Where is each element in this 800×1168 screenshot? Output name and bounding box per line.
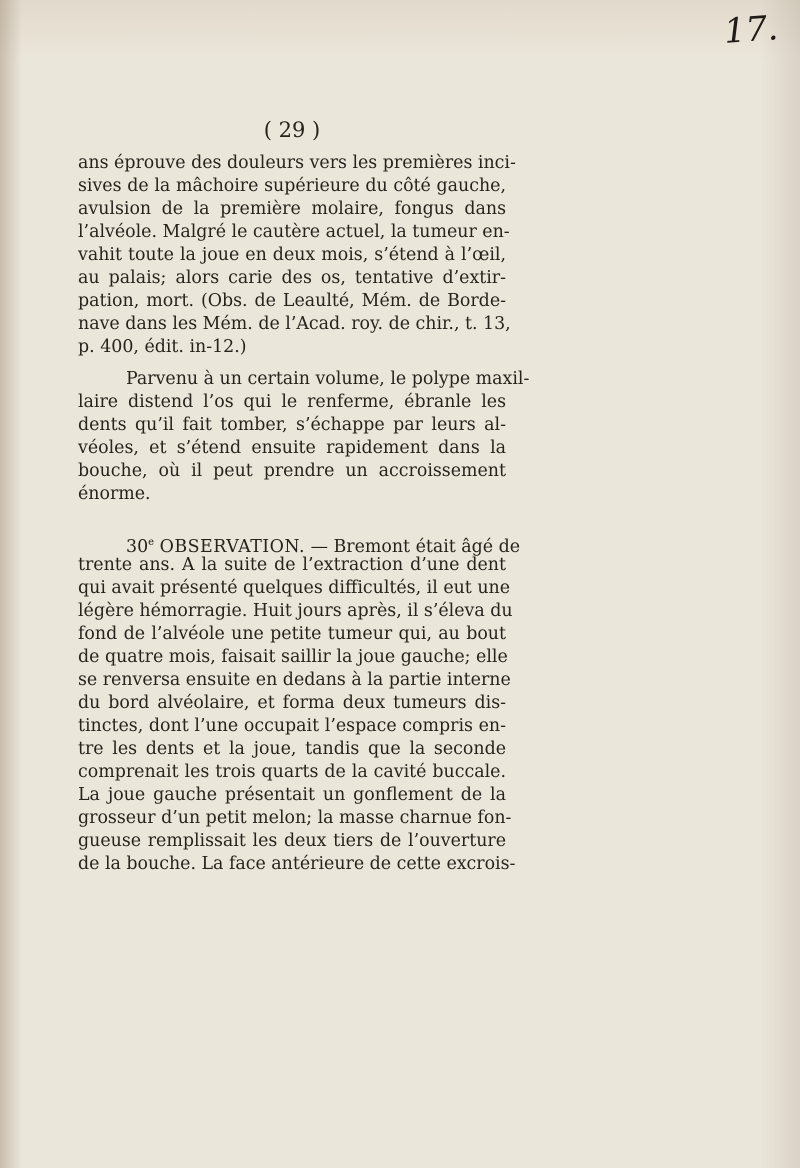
text-line: de la bouche. La face antérieure de cette excrois- [78,854,516,874]
observation-number: 30 [126,537,149,557]
handwritten-folio-number: 17. [722,8,780,52]
text-line: tinctes, dont l’une occupait l’espace compris en- [78,716,506,736]
text-line: La joue gauche présentait un gonflement de la [78,785,506,805]
text-line: gueuse remplissait les deux tiers de l’ouverture [78,831,506,851]
observation-heading-line [78,531,521,557]
text-line: pation, mort. (Obs. de Leaulté, Mém. de Borde- [78,291,506,311]
observation-label: OBSERVATION. [159,537,306,557]
text-line: comprenait les trois quarts de la cavité buccale. [78,762,506,782]
text-line: nave dans les Mém. de l’Acad. roy. de chir., t. 13, [78,314,511,334]
text-line: au palais; alors carie des os, tentative d’extir- [78,268,506,288]
page-number-header: ( 29 ) [263,118,321,142]
text-line: du bord alvéolaire, et forma deux tumeurs dis- [78,693,506,713]
text-line: énorme. [78,484,151,504]
text-line: dents qu’il fait tomber, s’échappe par leurs al- [78,415,506,435]
text-line: Parvenu à un certain volume, le polype maxil- [126,369,530,389]
text-line: qui avait présenté quelques difficultés, il eut une [78,578,511,598]
text-line: ans éprouve des douleurs vers les premières inci- [78,153,516,173]
observation-superscript: e [148,537,155,548]
observation-dash: — [310,537,328,557]
text-line: véoles, et s’étend ensuite rapidement dans la [78,438,506,458]
text-line: légère hémorragie. Huit jours après, il s’éleva du [78,601,513,621]
text-line: de quatre mois, faisait saillir la joue gauche; elle [78,647,508,667]
text-line: grosseur d’un petit melon; la masse charnue fon- [78,808,512,828]
observation-30 [78,531,521,876]
text-line: fond de l’alvéole une petite tumeur qui, au bout [78,624,506,644]
paragraph-continuation [78,152,516,359]
text-line: bouche, où il peut prendre un accroissement [78,461,506,481]
text-line: trente ans. A la suite de l’extraction d’une dent [78,555,506,575]
observation-first-line: Bremont était âgé de [333,537,521,557]
text-line: tre les dents et la joue, tandis que la seconde [78,739,506,759]
paragraph-polype [78,368,530,506]
text-line: laire distend l’os qui le renferme, ébranle les [78,392,506,412]
text-line: se renversa ensuite en dedans à la partie interne [78,670,511,690]
text-line: sives de la mâchoire supérieure du côté gauche, [78,176,506,196]
text-line: l’alvéole. Malgré le cautère actuel, la tumeur en- [78,222,510,242]
text-line: avulsion de la première molaire, fongus dans [78,199,506,219]
text-line: vahit toute la joue en deux mois, s’étend à l’œil, [78,245,506,265]
text-line: p. 400, édit. in-12.) [78,337,247,357]
